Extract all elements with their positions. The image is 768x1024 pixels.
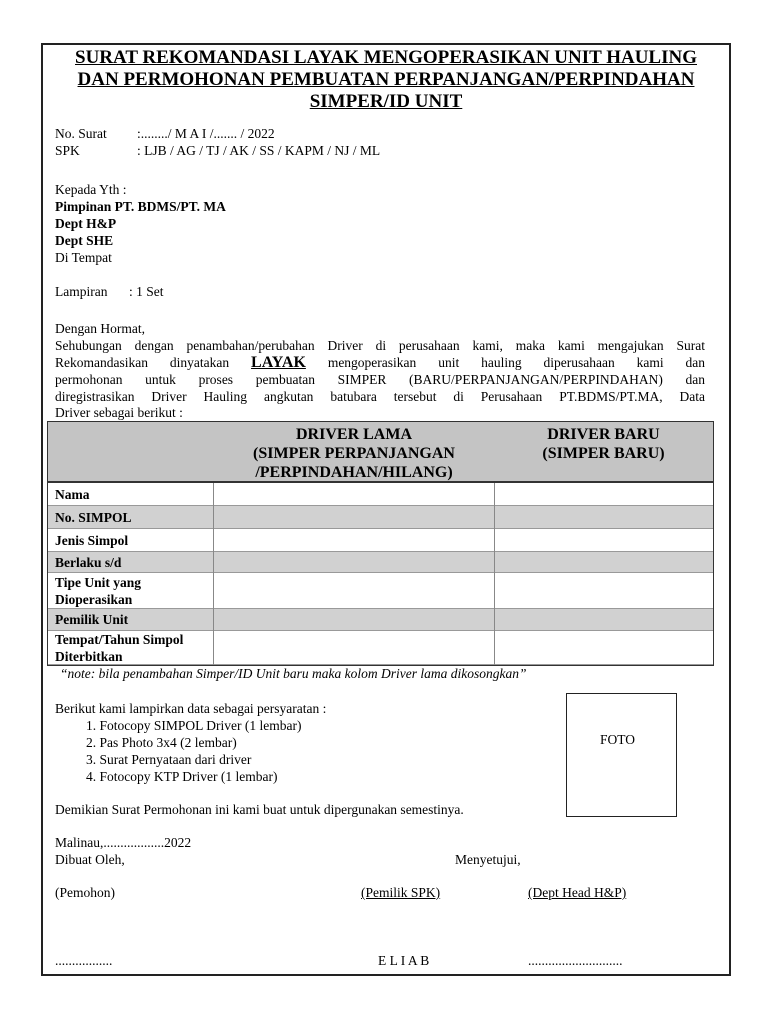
requirement-item: 3. Surat Pernyataan dari driver <box>86 752 252 767</box>
row-label: Pemilik Unit <box>55 612 129 627</box>
photo-label: FOTO <box>600 732 636 747</box>
signature-dots-right: ............................ <box>528 953 623 968</box>
pemohon-label: (Pemohon) <box>55 885 115 900</box>
greeting: Dengan Hormat, <box>55 321 145 336</box>
recipient-line-1: Pimpinan PT. BDMS/PT. MA <box>55 199 226 214</box>
body-line-1: Sehubungan dengan penambahan/perubahan Driver di perusahaan kami, maka kami mengajukan Surat <box>55 338 705 353</box>
table-row <box>48 609 713 631</box>
body-line-4: diregistrasikan Driver Hauling angkutan batubara tersebut di Perusahaan PT.BDMS/PT.MA, Data <box>55 389 705 404</box>
no-surat-label: No. Surat <box>55 126 107 141</box>
requirements-intro: Berikut kami lampirkan data sebagai persyaratan : <box>55 701 327 716</box>
body-line-2b: mengoperasikan unit hauling diperusahaan kami dan <box>327 355 706 370</box>
closing-statement: Demikian Surat Permohonan ini kami buat untuk dipergunakan semestinya. <box>55 802 464 817</box>
header-baru-line-1: DRIVER BARU <box>547 426 660 443</box>
table-row <box>48 631 713 665</box>
header-lama-line-2: (SIMPER PERPANJANGAN <box>253 445 455 462</box>
row-label: Nama <box>55 487 90 502</box>
place-date: Malinau,..................2022 <box>55 835 192 850</box>
dibuat-oleh: Dibuat Oleh, <box>55 852 125 867</box>
body-line-2a: Rekomandasikan dinyatakan <box>55 355 230 370</box>
dept-head-label: (Dept Head H&P) <box>528 885 627 900</box>
title-line-2: DAN PERMOHONAN PEMBUATAN PERPANJANGAN/PERPINDAHAN <box>77 69 695 90</box>
recipient-line-2: Dept H&P <box>55 216 117 231</box>
row-label-line-2: Diterbitkan <box>55 649 123 664</box>
column-divider-2 <box>494 483 495 665</box>
row-label: No. SIMPOL <box>55 510 132 525</box>
row-label-line-1: Tipe Unit yang <box>55 575 142 590</box>
table-row <box>48 529 713 552</box>
requirement-item: 2. Pas Photo 3x4 (2 lembar) <box>86 735 237 750</box>
recipient-line-3: Dept SHE <box>55 233 114 248</box>
layak-word: LAYAK <box>251 354 306 371</box>
table-row <box>48 506 713 529</box>
title-line-1: SURAT REKOMANDASI LAYAK MENGOPERASIKAN UNIT HAULING <box>75 47 697 68</box>
signature-dots-left: ................. <box>55 953 113 968</box>
requirement-item: 1. Fotocopy SIMPOL Driver (1 lembar) <box>86 718 302 733</box>
signature-eliab: E L I A B <box>378 953 430 968</box>
recipient-line-4: Di Tempat <box>55 250 112 265</box>
row-label-line-2: Dioperasikan <box>55 592 133 607</box>
row-label: Jenis Simpol <box>55 533 129 548</box>
table-header <box>48 422 713 483</box>
table-row <box>48 573 713 609</box>
row-label-line-1: Tempat/Tahun Simpol <box>55 632 184 647</box>
row-label: Berlaku s/d <box>55 555 122 570</box>
header-lama-line-1: DRIVER LAMA <box>296 426 412 443</box>
pemilik-spk-label: (Pemilik SPK) <box>361 885 441 900</box>
header-driver-lama <box>214 425 494 482</box>
kepada-yth: Kepada Yth : <box>55 182 127 197</box>
spk-label: SPK <box>55 143 80 158</box>
table-note: “note: bila penambahan Simper/ID Unit baru maka kolom Driver lama dikosongkan” <box>60 666 527 681</box>
driver-table <box>47 421 714 666</box>
column-divider-1 <box>213 483 214 665</box>
header-baru-line-2: (SIMPER BARU) <box>542 445 665 462</box>
body-line-5: Driver sebagai berikut : <box>55 405 183 420</box>
photo-box <box>566 693 677 817</box>
table-row <box>48 483 713 506</box>
requirement-item: 4. Fotocopy KTP Driver (1 lembar) <box>86 769 278 784</box>
lampiran-label: Lampiran <box>55 284 108 299</box>
header-lama-line-3: /PERPINDAHAN/HILANG) <box>255 464 453 481</box>
body-line-2 <box>55 354 705 371</box>
no-surat-value: :......../ M A I /....... / 2022 <box>137 126 275 141</box>
title-line-3: SIMPER/ID UNIT <box>309 91 463 112</box>
menyetujui: Menyetujui, <box>455 852 521 867</box>
body-line-3: permohonan untuk proses pembuatan SIMPER (BARU/PERPANJANGAN/PERPINDAHAN) dan <box>55 372 705 387</box>
lampiran-value: : 1 Set <box>129 284 164 299</box>
header-driver-baru <box>494 425 713 463</box>
spk-value: : LJB / AG / TJ / AK / SS / KAPM / NJ / ML <box>137 143 381 158</box>
table-row <box>48 552 713 573</box>
